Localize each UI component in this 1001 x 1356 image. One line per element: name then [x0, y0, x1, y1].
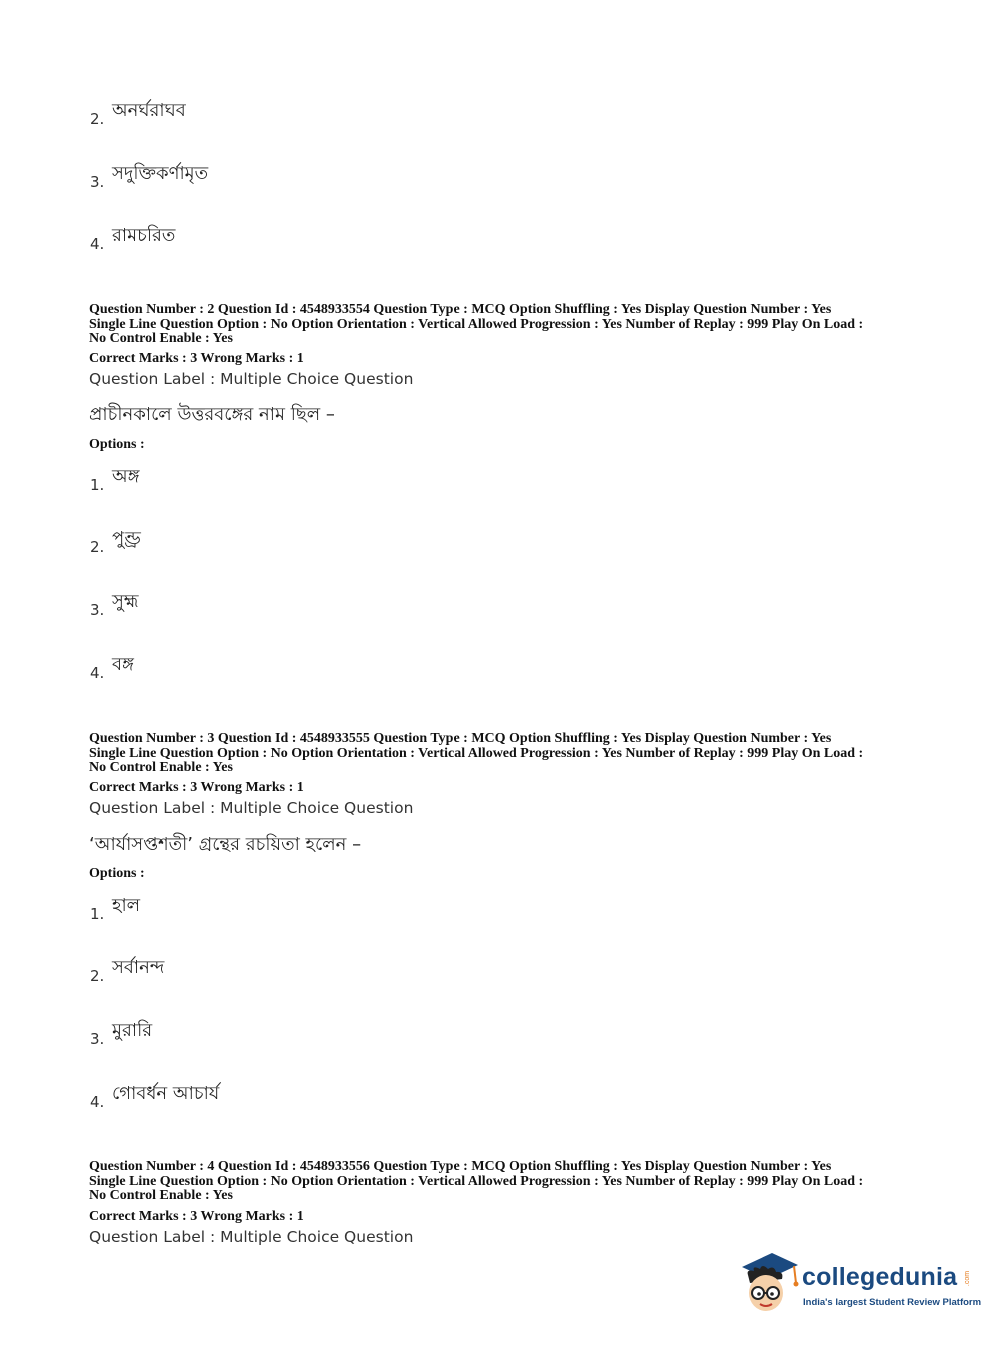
option-number: 2. — [90, 967, 105, 985]
option-text: সুহ্ম — [112, 591, 139, 612]
meta-line: Question Number : 2 Question Id : 4548933554 Question Type : MCQ Option Shuffling : Yes Display Question Number : Yes — [89, 302, 832, 317]
option-text: গোবর্ধন আচার্য — [112, 1083, 220, 1104]
logo-tagline: India's largest Student Review Platform — [803, 1297, 982, 1308]
option-number: 1. — [90, 905, 105, 923]
meta-line: Single Line Question Option : No Option Orientation : Vertical Allowed Progression : Yes Number of Replay : 999 Play On Load : — [89, 316, 864, 332]
meta-line: Single Line Question Option : No Option Orientation : Vertical Allowed Progression : Yes Number of Replay : 999 Play On Load : — [89, 745, 864, 761]
question-label: Question Label : Multiple Choice Question — [89, 1228, 414, 1246]
marks-line: Correct Marks : 3 Wrong Marks : 1 — [89, 351, 304, 366]
option-text: পুণ্ড্র — [112, 528, 141, 549]
meta-line: Question Number : 3 Question Id : 4548933555 Question Type : MCQ Option Shuffling : Yes Display Question Number : Yes — [89, 731, 832, 746]
option-text: সদুক্তিকর্ণামৃত — [112, 163, 209, 184]
meta-line: No Control Enable : Yes — [89, 1188, 233, 1204]
question-label: Question Label : Multiple Choice Question — [89, 799, 414, 817]
option-number: 3. — [90, 601, 105, 619]
collegedunia-logo — [738, 1243, 982, 1323]
question-meta — [89, 303, 919, 347]
marks-line: Correct Marks : 3 Wrong Marks : 1 — [89, 780, 304, 795]
option-number: 3. — [90, 1030, 105, 1048]
meta-line: No Control Enable : Yes — [89, 760, 233, 776]
option-number: 1. — [90, 476, 105, 494]
meta-line: No Control Enable : Yes — [89, 331, 233, 347]
option-text: সর্বানন্দ — [112, 957, 165, 978]
marks-line: Correct Marks : 3 Wrong Marks : 1 — [89, 1209, 304, 1224]
option-number: 2. — [90, 538, 105, 556]
option-text: অনর্ঘরাঘব — [112, 100, 186, 121]
option-text: মুরারি — [112, 1020, 153, 1041]
option-number: 4. — [90, 664, 105, 682]
question-meta — [89, 1160, 919, 1204]
question-meta — [89, 732, 919, 776]
option-number: 3. — [90, 173, 105, 191]
options-heading: Options : — [89, 437, 145, 452]
options-heading: Options : — [89, 866, 145, 881]
meta-line: Single Line Question Option : No Option Orientation : Vertical Allowed Progression : Yes Number of Replay : 999 Play On Load : — [89, 1173, 864, 1189]
option-number: 2. — [90, 110, 105, 128]
option-text: রামচরিত — [112, 225, 176, 246]
logo-wordmark: collegedunia — [802, 1263, 958, 1291]
option-number: 4. — [90, 1093, 105, 1111]
option-text: হাল — [112, 895, 141, 916]
logo-domain: .com — [964, 1270, 972, 1287]
option-text: বঙ্গ — [112, 654, 134, 675]
option-number: 4. — [90, 235, 105, 253]
question-text: ‘আর্যাসপ্তশতী’ গ্রন্থের রচয়িতা হলেন – — [89, 834, 362, 855]
mascot-icon — [738, 1249, 800, 1319]
question-text: প্রাচীনকালে উত্তরবঙ্গের নাম ছিল – — [89, 404, 335, 425]
option-text: অঙ্গ — [112, 466, 140, 487]
question-label: Question Label : Multiple Choice Question — [89, 370, 414, 388]
meta-line: Question Number : 4 Question Id : 4548933556 Question Type : MCQ Option Shuffling : Yes Display Question Number : Yes — [89, 1159, 832, 1174]
